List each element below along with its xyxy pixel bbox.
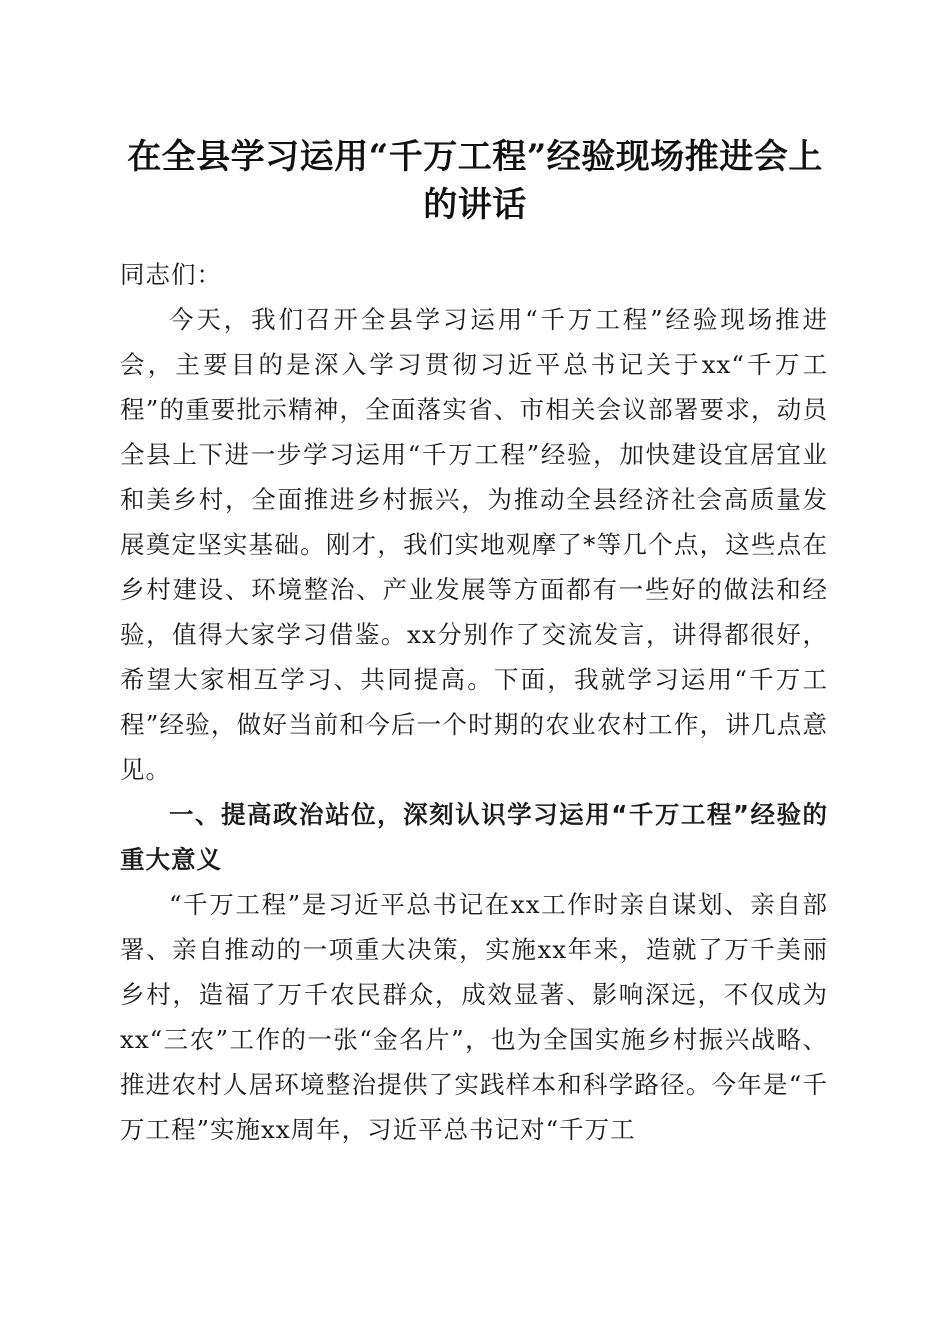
- salutation: 同志们：: [120, 260, 222, 289]
- document-title: 在全县学习运用“千万工程”经验现场推进会上的讲话: [127, 137, 823, 225]
- opening-paragraph: 今天，我们召开全县学习运用“千万工程”经验现场推进会，主要目的是深入学习贯彻习近平总书记关于xx“千万工程”的重要批示精神，全面落实省、市相关会议部署要求，动员全县上下进一步学习运用“千万工程”经验，加快建设宜居宜业和美乡村，全面推进乡村振兴，为推动全县经济社会高质量发展奠定坚实基础。刚才，我们实地观摩了*等几个点，这些点在乡村建设、环境整治、产业发展等方面都有一些好的做法和经验，值得大家学习借鉴。xx分别作了交流发言，讲得都很好，希望大家相互学习、共同提高。下面，我就学习运用“千万工程”经验，做好当前和今后一个时期的农业农村工作，讲几点意见。: [120, 305, 828, 784]
- document-body: [120, 252, 828, 1152]
- section-paragraph: “千万工程”是习近平总书记在xx工作时亲自谋划、亲自部署、亲自推动的一项重大决策，实施xx年来，造就了万千美丽乡村，造福了万千农民群众，成效显著、影响深远，不仅成为xx“三农”工作的一张“金名片”，也为全国实施乡村振兴战略、推进农村人居环境整治提供了实践样本和科学路径。今年是“千万工程”实施xx周年，习近平总书记对“千万工: [120, 890, 828, 1144]
- section-heading: 一、提高政治站位，深刻认识学习运用“千万工程”经验的重大意义: [120, 800, 828, 874]
